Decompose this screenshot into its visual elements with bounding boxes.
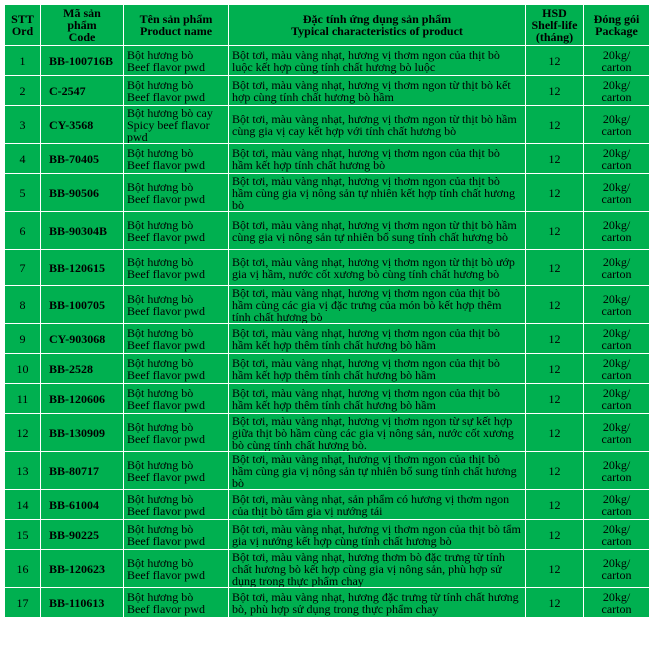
product-name-line: Bột hương bò <box>127 491 194 506</box>
product-code: BB-120606 <box>41 384 124 414</box>
product-characteristics: Bột tơi, màu vàng nhạt, hương vị thơm ngon từ thịt bò hầm cùng gia vị nông sản tự nhiên bổ sung tính chất hương bò <box>229 212 526 250</box>
package-line: carton <box>601 367 632 382</box>
product-name <box>124 384 229 414</box>
product-name-line: Beef flavor pwd <box>127 533 205 548</box>
row-number: 12 <box>5 414 41 452</box>
product-characteristics: Bột tơi, màu vàng nhạt, hương vị thơm ngon từ thịt bò ướp gia vị hầm, nước cốt xương bò cùng tính chất hương bò <box>229 250 526 286</box>
package-line: carton <box>601 157 632 172</box>
package-line: 20kg/ <box>602 491 631 506</box>
product-name-line: Bột hương bò <box>127 291 194 306</box>
package <box>584 588 650 618</box>
package-line: carton <box>601 533 632 548</box>
product-name-line: Spicy beef flavor <box>127 117 210 132</box>
package-line: 20kg/ <box>602 457 631 472</box>
row-number: 13 <box>5 452 41 490</box>
product-name-line: Bột hương bò <box>127 457 194 472</box>
product-code: BB-2528 <box>41 354 124 384</box>
package-line: 20kg/ <box>602 217 631 232</box>
package-line: 20kg/ <box>602 179 631 194</box>
package-line: 20kg/ <box>602 589 631 604</box>
package-line: 20kg/ <box>602 385 631 400</box>
table-row <box>5 76 650 106</box>
product-code: CY-903068 <box>41 324 124 354</box>
product-name <box>124 588 229 618</box>
package <box>584 174 650 212</box>
product-name-line: Bột hương bò cay <box>127 105 213 120</box>
header-code: Mã sản phẩm Code <box>41 5 124 46</box>
product-characteristics: Bột tơi, màu vàng nhạt, hương vị thơm ngon của thịt bò hầm kết hợp thêm tính chất hương bò hầm <box>229 324 526 354</box>
row-number: 5 <box>5 174 41 212</box>
row-number: 10 <box>5 354 41 384</box>
product-name-line: Beef flavor pwd <box>127 59 205 74</box>
shelf-life: 12 <box>526 106 584 144</box>
row-number: 14 <box>5 490 41 520</box>
product-characteristics: Bột tơi, màu vàng nhạt, sản phẩm có hương vị thơm ngon của thịt bò tẩm gia vị nướng tái <box>229 490 526 520</box>
row-number: 9 <box>5 324 41 354</box>
package <box>584 354 650 384</box>
row-number: 3 <box>5 106 41 144</box>
package-line: 20kg/ <box>602 254 631 269</box>
package-line: 20kg/ <box>602 111 631 126</box>
product-name-line: Beef flavor pwd <box>127 503 205 518</box>
product-name-line: Beef flavor pwd <box>127 89 205 104</box>
product-code: BB-100705 <box>41 286 124 324</box>
package <box>584 286 650 324</box>
product-code: BB-130909 <box>41 414 124 452</box>
shelf-life: 12 <box>526 144 584 174</box>
shelf-life: 12 <box>526 324 584 354</box>
product-name <box>124 414 229 452</box>
package-line: 20kg/ <box>602 355 631 370</box>
product-table <box>4 4 650 618</box>
package <box>584 550 650 588</box>
product-characteristics: Bột tơi, màu vàng nhạt, hương vị thơm ngon từ thịt bò hầm cùng gia vị cay kết hợp với tính chất hương bò <box>229 106 526 144</box>
table-row <box>5 588 650 618</box>
product-name <box>124 452 229 490</box>
product-name-line: Beef flavor pwd <box>127 337 205 352</box>
product-code: BB-90225 <box>41 520 124 550</box>
row-number: 15 <box>5 520 41 550</box>
package <box>584 46 650 76</box>
product-name <box>124 106 229 144</box>
product-name <box>124 490 229 520</box>
product-name <box>124 250 229 286</box>
product-characteristics: Bột tơi, màu vàng nhạt, hương vị thơm ngon của thịt bò tẩm gia vị nướng kết hợp cùng tính chất hương bò <box>229 520 526 550</box>
product-code: BB-80717 <box>41 452 124 490</box>
package-line: carton <box>601 229 632 244</box>
product-name <box>124 520 229 550</box>
product-name-line: Bột hương bò <box>127 47 194 62</box>
product-table-container <box>4 4 649 618</box>
table-row <box>5 354 650 384</box>
product-code: BB-70405 <box>41 144 124 174</box>
row-number: 7 <box>5 250 41 286</box>
package-line: 20kg/ <box>602 77 631 92</box>
product-name-line: Bột hương bò <box>127 589 194 604</box>
table-row <box>5 490 650 520</box>
table-row <box>5 550 650 588</box>
table-row <box>5 46 650 76</box>
package-line: carton <box>601 567 632 582</box>
product-name-line: Beef flavor pwd <box>127 431 205 446</box>
product-name-line: Beef flavor pwd <box>127 567 205 582</box>
product-name-line: Bột hương bò <box>127 77 194 92</box>
product-characteristics: Bột tơi, màu vàng nhạt, hương vị thơm ngon của thịt bò hầm kết hợp tính chất hương bò <box>229 144 526 174</box>
package-line: 20kg/ <box>602 325 631 340</box>
table-row <box>5 452 650 490</box>
product-name-line: Beef flavor pwd <box>127 303 205 318</box>
product-characteristics: Bột tơi, màu vàng nhạt, hương vị thơm ngon từ sự kết hợp giữa thịt bò hầm cùng các gia vị nông sản, nước cốt xương bò cùng tính chất hương bò. <box>229 414 526 452</box>
package <box>584 324 650 354</box>
shelf-life: 12 <box>526 354 584 384</box>
package-line: 20kg/ <box>602 419 631 434</box>
table-row <box>5 144 650 174</box>
product-characteristics: Bột tơi, màu vàng nhạt, hương vị thơm ngon từ thịt bò kết hợp cùng tính chất hương bò hầm <box>229 76 526 106</box>
shelf-life: 12 <box>526 452 584 490</box>
product-name-line: Bột hương bò <box>127 355 194 370</box>
shelf-life: 12 <box>526 520 584 550</box>
product-name-line: Bột hương bò <box>127 254 194 269</box>
product-name <box>124 144 229 174</box>
package-line: carton <box>601 303 632 318</box>
table-body <box>5 46 650 618</box>
product-code: BB-120615 <box>41 250 124 286</box>
shelf-life: 12 <box>526 212 584 250</box>
product-characteristics: Bột tơi, màu vàng nhạt, hương vị thơm ngon của thịt bò hầm cùng các gia vị đặc trưng của món bò kết hợp thêm tính chất hương bò <box>229 286 526 324</box>
product-name <box>124 550 229 588</box>
package <box>584 384 650 414</box>
product-code: C-2547 <box>41 76 124 106</box>
package-line: carton <box>601 397 632 412</box>
table-row <box>5 106 650 144</box>
header-shelf-life: HSD Shelf-life (tháng) <box>526 5 584 46</box>
shelf-life: 12 <box>526 174 584 212</box>
table-row <box>5 414 650 452</box>
table-row <box>5 212 650 250</box>
product-characteristics: Bột tơi, màu vàng nhạt, hương đặc trưng từ tính chất hương bò, phù hợp sử dụng trong thực phẩm chay <box>229 588 526 618</box>
shelf-life: 12 <box>526 286 584 324</box>
product-code: BB-120623 <box>41 550 124 588</box>
shelf-life: 12 <box>526 384 584 414</box>
product-name-line: Bột hương bò <box>127 179 194 194</box>
product-name-line: Beef flavor pwd <box>127 229 205 244</box>
header-characteristics: Đặc tính ứng dụng sản phẩm Typical characteristics of product <box>229 5 526 46</box>
table-row <box>5 174 650 212</box>
product-characteristics: Bột tơi, màu vàng nhạt, hương vị thơm ngon của thịt bò hầm kết hợp thêm tính chất hương bò hầm <box>229 384 526 414</box>
table-row <box>5 250 650 286</box>
package-line: carton <box>601 191 632 206</box>
product-characteristics: Bột tơi, màu vàng nhạt, hương vị thơm ngon của thịt bò hầm cùng gia vị nông sản tự nhiên kết hợp tính chất hương bò <box>229 174 526 212</box>
package <box>584 520 650 550</box>
package <box>584 144 650 174</box>
shelf-life: 12 <box>526 588 584 618</box>
package-line: carton <box>601 601 632 616</box>
package <box>584 414 650 452</box>
table-row <box>5 324 650 354</box>
shelf-life: 12 <box>526 46 584 76</box>
product-name-line: Bột hương bò <box>127 385 194 400</box>
product-name-line: Beef flavor pwd <box>127 266 205 281</box>
product-name-line: Beef flavor pwd <box>127 157 205 172</box>
product-name-line: Bột hương bò <box>127 325 194 340</box>
row-number: 8 <box>5 286 41 324</box>
package <box>584 76 650 106</box>
package <box>584 490 650 520</box>
product-name <box>124 212 229 250</box>
product-name <box>124 76 229 106</box>
row-number: 4 <box>5 144 41 174</box>
package-line: carton <box>601 431 632 446</box>
shelf-life: 12 <box>526 250 584 286</box>
product-name <box>124 46 229 76</box>
product-name-line: Beef flavor pwd <box>127 191 205 206</box>
product-name-line: Bột hương bò <box>127 217 194 232</box>
product-name <box>124 286 229 324</box>
product-characteristics: Bột tơi, màu vàng nhạt, hương vị thơm ngon của thịt bò hầm cùng gia vị nông sản tự nhiên bổ sung tính chất hương bò <box>229 452 526 490</box>
product-name-line: Beef flavor pwd <box>127 367 205 382</box>
package-line: carton <box>601 89 632 104</box>
product-name-line: Bột hương bò <box>127 555 194 570</box>
table-row <box>5 384 650 414</box>
product-name-line: Beef flavor pwd <box>127 469 205 484</box>
header-row <box>5 5 650 46</box>
package-line: carton <box>601 503 632 518</box>
row-number: 16 <box>5 550 41 588</box>
package-line: 20kg/ <box>602 145 631 160</box>
product-characteristics: Bột tơi, màu vàng nhạt, hương thơm bò đặc trưng từ tính chất hương bò kết hợp cùng gia vị nông sản, phù hợp sử dụng trong thực phẩm chay <box>229 550 526 588</box>
package-line: carton <box>601 123 632 138</box>
package <box>584 250 650 286</box>
row-number: 6 <box>5 212 41 250</box>
product-name-line: Bột hương bò <box>127 521 194 536</box>
package-line: carton <box>601 469 632 484</box>
header-product-name: Tên sản phẩm Product name <box>124 5 229 46</box>
product-name <box>124 324 229 354</box>
row-number: 1 <box>5 46 41 76</box>
product-code: BB-90304B <box>41 212 124 250</box>
package-line: carton <box>601 266 632 281</box>
shelf-life: 12 <box>526 414 584 452</box>
shelf-life: 12 <box>526 550 584 588</box>
product-name-line: pwd <box>127 129 148 144</box>
product-code: BB-90506 <box>41 174 124 212</box>
product-name <box>124 354 229 384</box>
product-characteristics: Bột tơi, màu vàng nhạt, hương vị thơm ngon của thịt bò hầm kết hợp thêm tính chất hương bò hầm <box>229 354 526 384</box>
product-name-line: Bột hương bò <box>127 145 194 160</box>
product-characteristics: Bột tơi, màu vàng nhạt, hương vị thơm ngon của thịt bò luộc kết hợp cùng tính chất hương bò luộc <box>229 46 526 76</box>
package-line: 20kg/ <box>602 521 631 536</box>
package-line: 20kg/ <box>602 291 631 306</box>
package <box>584 212 650 250</box>
table-row <box>5 520 650 550</box>
product-name-line: Beef flavor pwd <box>127 397 205 412</box>
package <box>584 106 650 144</box>
package-line: 20kg/ <box>602 555 631 570</box>
shelf-life: 12 <box>526 76 584 106</box>
row-number: 11 <box>5 384 41 414</box>
product-code: BB-110613 <box>41 588 124 618</box>
table-row <box>5 286 650 324</box>
header-package: Đóng gói Package <box>584 5 650 46</box>
package-line: 20kg/ <box>602 47 631 62</box>
product-name-line: Bột hương bò <box>127 419 194 434</box>
package <box>584 452 650 490</box>
product-name-line: Beef flavor pwd <box>127 601 205 616</box>
product-code: CY-3568 <box>41 106 124 144</box>
package-line: carton <box>601 59 632 74</box>
product-name <box>124 174 229 212</box>
package-line: carton <box>601 337 632 352</box>
row-number: 2 <box>5 76 41 106</box>
shelf-life: 12 <box>526 490 584 520</box>
product-code: BB-61004 <box>41 490 124 520</box>
row-number: 17 <box>5 588 41 618</box>
product-code: BB-100716B <box>41 46 124 76</box>
header-stt: STT Ord <box>5 5 41 46</box>
